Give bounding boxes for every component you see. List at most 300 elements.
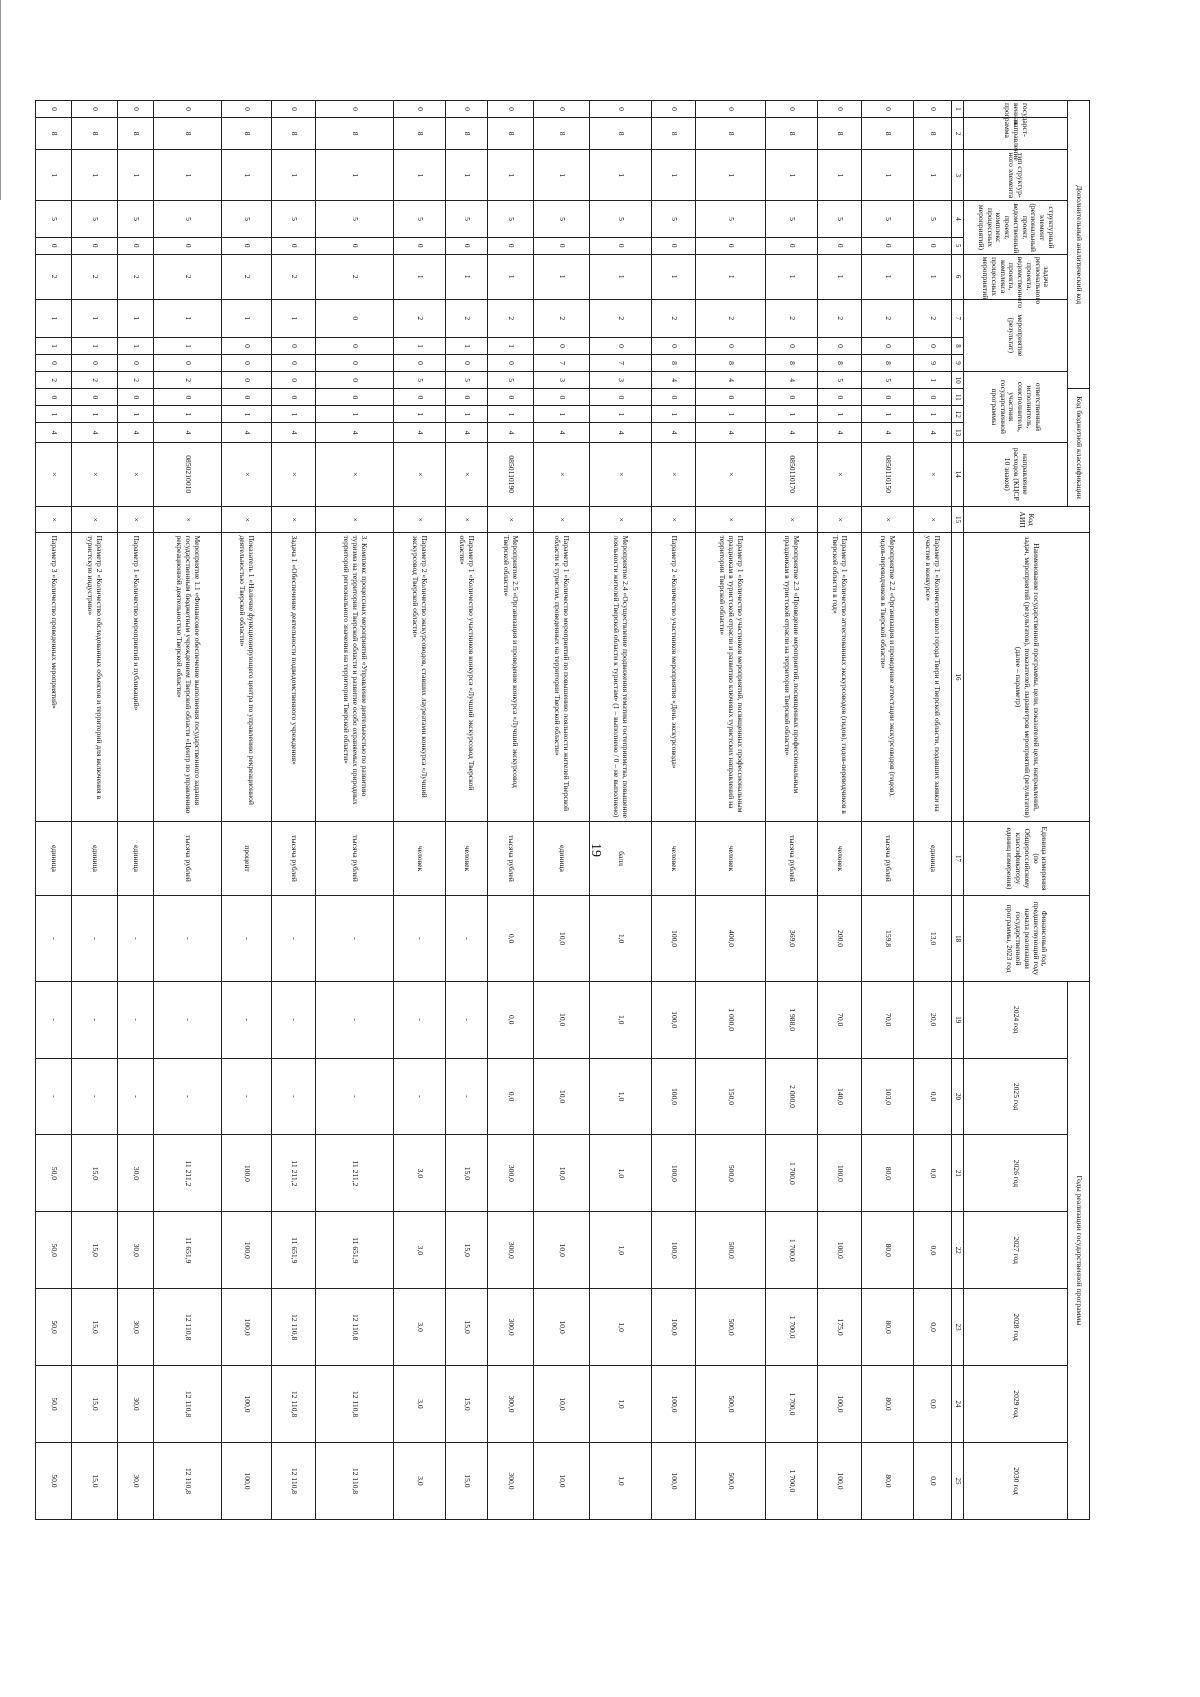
year-value-cell: 500,0	[696, 1366, 766, 1443]
table-row	[696, 101, 766, 1520]
code-cell: 1	[534, 406, 590, 423]
year-value-cell: 100,0	[222, 1135, 272, 1212]
code-cell: 8	[488, 118, 534, 150]
code-cell: 8	[534, 118, 590, 150]
column-number: 17	[952, 821, 964, 896]
year-value-cell: 103,0	[862, 1058, 914, 1135]
code-cell: 0	[766, 389, 818, 406]
code-cell: 0	[914, 389, 952, 406]
year-value-cell: 0,0	[488, 1058, 534, 1135]
year-value-cell: 1,0	[590, 1289, 652, 1366]
item-name-cell: Мероприятие 2.4 «Осуществление продвижения тематики гостеприимства, повышение лояльности жителей Тверской области к туристам» (1 – выполнено / 0 – не выполнено)	[590, 533, 652, 821]
header-executor: ответственный исполнитель, соисполнитель, участник государственной программы	[964, 372, 1068, 443]
code-cell: 0	[316, 372, 394, 389]
code-cell: 1	[488, 254, 534, 299]
code-cell: 2	[394, 299, 446, 337]
year-value-cell: 50,0	[36, 1135, 72, 1212]
header-additional-code: Дополнительный аналитический код	[1068, 101, 1090, 389]
column-number: 1	[952, 101, 964, 118]
code-cell: 1	[590, 150, 652, 201]
code-cell: 1	[154, 299, 222, 337]
year-value-cell: 3,0	[394, 1135, 446, 1212]
code-cell: 1	[394, 254, 446, 299]
column-number: 19	[952, 981, 964, 1058]
year-value-cell: 1 988,0	[766, 981, 818, 1058]
code-cell: 0	[696, 337, 766, 354]
code-cell: 1	[72, 150, 118, 201]
unit-cell: единица	[914, 821, 952, 896]
code-cell: 2	[446, 299, 488, 337]
column-number: 21	[952, 1135, 964, 1212]
base-year-cell: 10,0	[534, 896, 590, 981]
code-cell: 0	[652, 337, 696, 354]
year-value-cell: 100,0	[818, 1135, 862, 1212]
code-cell: 5	[534, 201, 590, 237]
year-value-cell: 100,0	[222, 1212, 272, 1289]
year-value-cell: 300,0	[488, 1366, 534, 1443]
year-value-cell: 140,0	[818, 1058, 862, 1135]
year-value-cell: 15,0	[446, 1442, 488, 1519]
base-year-cell: 1,0	[590, 896, 652, 981]
header-expense: направление расходов (КЦСР 10 знаков)	[964, 442, 1068, 506]
year-value-cell: 100,0	[818, 1212, 862, 1289]
code-cell: 0	[766, 101, 818, 118]
code-cell: 1	[818, 150, 862, 201]
code-cell: 1	[118, 150, 154, 201]
table-row	[652, 101, 696, 1520]
year-value-cell: 50,0	[36, 1442, 72, 1519]
code-cell: 1	[914, 372, 952, 389]
code-cell: 8	[446, 118, 488, 150]
unit-cell: человек	[394, 821, 446, 896]
year-value-cell: 80,0	[862, 1289, 914, 1366]
year-value-cell: 100,0	[818, 1366, 862, 1443]
item-name-cell: Параметр 1 «Количество мероприятий по повышению лояльности жителей Тверской области к туристам, проведенных на территории Тверской области»	[534, 533, 590, 821]
header-years-group: Годы реализации государственной программы	[1068, 981, 1090, 1519]
year-value-cell: 1 700,0	[766, 1289, 818, 1366]
item-name-cell: Мероприятие 1.1 «Финансовое обеспечение выполнения государственного задания государственным бюджетным учреждением Тверской области «Центр по управлению рекреационной деятельностью Тверской области»	[154, 533, 222, 821]
year-value-cell: 0,0	[914, 1366, 952, 1443]
code-cell: 0	[534, 237, 590, 254]
code-cell: 0	[394, 237, 446, 254]
code-cell: 4	[118, 423, 154, 442]
code-cell: 2	[862, 299, 914, 337]
code-cell: 8	[696, 355, 766, 372]
expense-code-cell: ×	[72, 442, 118, 506]
item-name-cell: Параметр 1 «Количество участников мероприятий, посвященных профессиональным праздникам в туристской отрасли и развитию ключевых туристских направлений на территории Тверской области»	[696, 533, 766, 821]
code-cell: 0	[590, 389, 652, 406]
code-cell: 1	[488, 406, 534, 423]
base-year-cell: -	[272, 896, 316, 981]
unit-cell: единица	[534, 821, 590, 896]
year-value-cell: 100,0	[818, 1442, 862, 1519]
year-value-cell: 11 211,2	[154, 1135, 222, 1212]
aip-code-cell: ×	[590, 506, 652, 533]
table-row	[534, 101, 590, 1520]
column-number: 18	[952, 896, 964, 981]
year-value-cell: 10,0	[534, 1442, 590, 1519]
code-cell: 0	[652, 237, 696, 254]
table-row	[914, 101, 952, 1520]
year-value-cell: 15,0	[446, 1212, 488, 1289]
code-cell: 2	[818, 299, 862, 337]
unit-cell: тысяча рублей	[272, 821, 316, 896]
year-value-cell: 80,0	[862, 1366, 914, 1443]
code-cell: 1	[222, 150, 272, 201]
year-value-cell: 30,0	[118, 1289, 154, 1366]
base-year-cell: -	[36, 896, 72, 981]
code-cell: 8	[394, 118, 446, 150]
code-cell: 0	[272, 355, 316, 372]
year-value-cell: 0,0	[914, 1289, 952, 1366]
code-cell: 8	[72, 118, 118, 150]
code-cell: 1	[222, 406, 272, 423]
code-cell: 5	[766, 201, 818, 237]
code-cell: 1	[272, 299, 316, 337]
base-year-cell: 0,0	[488, 896, 534, 981]
header-budget-code: Код бюджетной классификации	[1068, 389, 1090, 506]
code-cell: 0	[914, 237, 952, 254]
code-cell: 5	[446, 201, 488, 237]
code-cell: 0	[36, 389, 72, 406]
year-value-cell: 10,0	[534, 1289, 590, 1366]
year-value-cell: 500,0	[696, 1442, 766, 1519]
code-cell: 1	[766, 406, 818, 423]
code-cell: 4	[72, 423, 118, 442]
code-cell: 4	[534, 423, 590, 442]
expense-code-cell: ×	[272, 442, 316, 506]
item-name-cell: Параметр 1 «Количество мероприятий и публикаций»	[118, 533, 154, 821]
year-value-cell: 300,0	[488, 1212, 534, 1289]
header-year-2026: 2026 год	[964, 1135, 1068, 1212]
code-cell: 0	[154, 101, 222, 118]
column-number: 14	[952, 442, 964, 506]
code-cell: 8	[272, 118, 316, 150]
header-year-2030: 2030 год	[964, 1442, 1068, 1519]
year-value-cell: 1,0	[590, 1135, 652, 1212]
year-value-cell: 3,0	[394, 1366, 446, 1443]
code-cell: 1	[446, 150, 488, 201]
table-row	[272, 101, 316, 1520]
code-cell: 1	[446, 337, 488, 354]
code-cell: 1	[118, 406, 154, 423]
code-cell: 3	[534, 372, 590, 389]
item-name-cell: Задача 1 «Обеспечение деятельности подведомственного учреждения»	[272, 533, 316, 821]
column-numbers-row	[952, 101, 964, 1520]
code-cell: 8	[696, 118, 766, 150]
code-cell: 1	[72, 337, 118, 354]
code-cell: 1	[36, 150, 72, 201]
item-name-cell: 3. Комплекс процессных мероприятий «Управление деятельностью по развитию туризма на территории Тверской области и развитие особо охраняемых природных территорий регионального значения на территории Тверской области»	[316, 533, 394, 821]
base-year-cell: 400,0	[696, 896, 766, 981]
code-cell: 1	[488, 337, 534, 354]
year-value-cell: 500,0	[696, 1212, 766, 1289]
unit-cell: тысяча рублей	[154, 821, 222, 896]
code-cell: 1	[914, 406, 952, 423]
code-cell: 1	[316, 150, 394, 201]
header-aip-code: Код АИП	[964, 506, 1090, 533]
table-row	[818, 101, 862, 1520]
code-cell: 1	[534, 254, 590, 299]
header-direction: направление	[964, 118, 1068, 150]
code-cell: 1	[534, 150, 590, 201]
column-number: 24	[952, 1366, 964, 1443]
code-cell: 1	[154, 406, 222, 423]
base-year-cell: 159,8	[862, 896, 914, 981]
column-number: 9	[952, 355, 964, 372]
column-number: 8	[952, 337, 964, 354]
code-cell: 0	[534, 337, 590, 354]
code-cell: 0	[394, 101, 446, 118]
item-name-cell: Показатель 1 «Наличие функционирующего центра по управлению рекреационной деятельностью Тверской области»	[222, 533, 272, 821]
code-cell: 2	[118, 372, 154, 389]
item-name-cell: Параметр 1 «Количество школ города Твери и Тверской области, подавших заявки на участие в конкурсе»	[914, 533, 952, 821]
year-value-cell: 12 110,8	[272, 1442, 316, 1519]
code-cell: 9	[914, 355, 952, 372]
unit-cell: человек	[818, 821, 862, 896]
unit-cell: единица	[118, 821, 154, 896]
code-cell: 1	[862, 150, 914, 201]
code-cell: 4	[36, 423, 72, 442]
code-cell: 5	[272, 201, 316, 237]
code-cell: 5	[818, 201, 862, 237]
year-value-cell: 70,0	[818, 981, 862, 1058]
scan-edge	[0, 0, 7, 200]
code-cell: 0	[696, 237, 766, 254]
code-cell: 0	[272, 337, 316, 354]
code-cell: 0	[272, 372, 316, 389]
code-cell: 0	[696, 389, 766, 406]
column-number: 2	[952, 118, 964, 150]
expense-code-cell: ×	[222, 442, 272, 506]
table-row	[394, 101, 446, 1520]
code-cell: 4	[394, 423, 446, 442]
column-number: 22	[952, 1212, 964, 1289]
year-value-cell: 50,0	[36, 1366, 72, 1443]
code-cell: 1	[766, 150, 818, 201]
code-cell: 1	[696, 150, 766, 201]
year-value-cell: 100,0	[222, 1442, 272, 1519]
column-number: 7	[952, 299, 964, 337]
code-cell: 8	[36, 118, 72, 150]
unit-cell: человек	[446, 821, 488, 896]
code-cell: 0	[652, 101, 696, 118]
item-name-cell: Параметр 1 «Количество аттестованных экскурсоводов (гидов), гидов-переводчиков в Тверской области в год»	[818, 533, 862, 821]
code-cell: 8	[862, 355, 914, 372]
code-cell: 0	[446, 355, 488, 372]
unit-cell: единица	[36, 821, 72, 896]
code-cell: 8	[766, 118, 818, 150]
code-cell: 1	[696, 406, 766, 423]
header-year-2025: 2025 год	[964, 1058, 1068, 1135]
code-cell: 5	[862, 372, 914, 389]
table-row	[222, 101, 272, 1520]
year-value-cell: 100,0	[652, 1135, 696, 1212]
year-value-cell: 0,0	[488, 981, 534, 1058]
year-value-cell: 12 110,8	[272, 1289, 316, 1366]
table-row	[590, 101, 652, 1520]
base-year-cell: 200,0	[818, 896, 862, 981]
year-value-cell: 100,0	[652, 1366, 696, 1443]
code-cell: 5	[222, 201, 272, 237]
base-year-cell: 100,0	[652, 896, 696, 981]
code-cell: 5	[488, 372, 534, 389]
code-cell: 5	[72, 201, 118, 237]
code-cell: 2	[534, 299, 590, 337]
year-value-cell: 1,0	[590, 1366, 652, 1443]
header-year-2027: 2027 год	[964, 1212, 1068, 1289]
code-cell: 0	[72, 389, 118, 406]
year-value-cell: 0,0	[914, 1442, 952, 1519]
code-cell: 8	[652, 355, 696, 372]
year-value-cell: 80,0	[862, 1212, 914, 1289]
year-value-cell: 15,0	[72, 1289, 118, 1366]
year-value-cell: 1 700,0	[766, 1212, 818, 1289]
header-year-2024: 2024 год	[964, 981, 1068, 1058]
code-cell: 2	[36, 254, 72, 299]
year-value-cell: 300,0	[488, 1289, 534, 1366]
code-cell: 4	[652, 372, 696, 389]
code-cell: 1	[446, 254, 488, 299]
year-value-cell: 15,0	[446, 1366, 488, 1443]
base-year-cell: -	[222, 896, 272, 981]
table-header	[964, 101, 1090, 1520]
year-value-cell: 500,0	[696, 1289, 766, 1366]
code-cell: 1	[862, 406, 914, 423]
code-cell: 1	[652, 150, 696, 201]
item-name-cell: Параметр 3 «Количество проведенных мероприятий»	[36, 533, 72, 821]
code-cell: 5	[652, 201, 696, 237]
code-cell: 2	[118, 254, 154, 299]
expense-code-cell: ×	[118, 442, 154, 506]
code-cell: 2	[914, 299, 952, 337]
code-cell: 2	[316, 254, 394, 299]
year-value-cell: 1,0	[590, 1212, 652, 1289]
code-cell: 4	[272, 423, 316, 442]
code-cell: 5	[316, 201, 394, 237]
code-cell: 0	[118, 237, 154, 254]
aip-code-cell: ×	[488, 506, 534, 533]
code-cell: 0	[316, 299, 394, 337]
code-cell: 4	[696, 372, 766, 389]
code-cell: 2	[222, 254, 272, 299]
code-cell: 0	[488, 101, 534, 118]
unit-cell: тысяча рублей	[316, 821, 394, 896]
code-cell: 0	[818, 237, 862, 254]
code-cell: 8	[222, 118, 272, 150]
code-cell: 0	[118, 355, 154, 372]
expense-code-cell: ×	[652, 442, 696, 506]
code-cell: 0	[818, 101, 862, 118]
code-cell: 1	[590, 254, 652, 299]
code-cell: 2	[154, 372, 222, 389]
aip-code-cell: ×	[862, 506, 914, 533]
header-struct-type: тип структур-ного элемента	[964, 150, 1068, 201]
code-cell: 1	[394, 406, 446, 423]
year-value-cell: 50,0	[36, 1212, 72, 1289]
code-cell: 0	[696, 101, 766, 118]
code-cell: 0	[862, 101, 914, 118]
year-value-cell: -	[72, 1058, 118, 1135]
year-value-cell: 1,0	[590, 1442, 652, 1519]
year-value-cell: -	[154, 1058, 222, 1135]
year-value-cell: 3,0	[394, 1212, 446, 1289]
header-name: Наименование государственной программы, цели, показателей цели, направлений, задач, мероприятий (результатов), показателей, параметров мероприятий (результатов) (далее – параметр)	[964, 533, 1090, 821]
base-year-cell: -	[72, 896, 118, 981]
code-cell: 1	[118, 299, 154, 337]
year-value-cell: 175,0	[818, 1289, 862, 1366]
code-cell: 8	[766, 355, 818, 372]
code-cell: 0	[222, 337, 272, 354]
code-cell: 4	[446, 423, 488, 442]
code-cell: 0	[316, 355, 394, 372]
year-value-cell: -	[222, 981, 272, 1058]
code-cell: 0	[72, 101, 118, 118]
code-cell: 8	[652, 118, 696, 150]
year-value-cell: 80,0	[862, 1135, 914, 1212]
code-cell: 0	[36, 355, 72, 372]
base-year-cell: -	[316, 896, 394, 981]
code-cell: 0	[316, 101, 394, 118]
code-cell: 1	[36, 337, 72, 354]
code-cell: 5	[118, 201, 154, 237]
code-cell: 0	[222, 372, 272, 389]
code-cell: 1	[316, 406, 394, 423]
code-cell: 1	[818, 254, 862, 299]
aip-code-cell: ×	[652, 506, 696, 533]
code-cell: 2	[36, 372, 72, 389]
code-cell: 8	[316, 118, 394, 150]
year-value-cell: -	[272, 1058, 316, 1135]
year-value-cell: 300,0	[488, 1135, 534, 1212]
code-cell: 4	[766, 372, 818, 389]
year-value-cell: 1,0	[590, 981, 652, 1058]
code-cell: 0	[862, 337, 914, 354]
aip-code-cell: ×	[766, 506, 818, 533]
header-year-2029: 2029 год	[964, 1366, 1068, 1443]
code-cell: 0	[36, 101, 72, 118]
year-value-cell: -	[394, 1058, 446, 1135]
code-cell: 8	[154, 118, 222, 150]
code-cell: 0	[222, 355, 272, 372]
unit-cell: человек	[652, 821, 696, 896]
code-cell: 0	[914, 101, 952, 118]
column-number: 10	[952, 372, 964, 389]
code-cell: 0	[36, 237, 72, 254]
year-value-cell: 10,0	[534, 1058, 590, 1135]
code-cell: 0	[488, 237, 534, 254]
code-cell: 0	[446, 389, 488, 406]
year-value-cell: 1 000,0	[696, 981, 766, 1058]
unit-cell: тысяча рублей	[862, 821, 914, 896]
code-cell: 0	[488, 355, 534, 372]
year-value-cell: -	[36, 981, 72, 1058]
base-year-cell: -	[154, 896, 222, 981]
year-value-cell: 10,0	[534, 1212, 590, 1289]
year-value-cell: -	[72, 981, 118, 1058]
item-name-cell: Мероприятие 2.2 «Организация и проведение аттестации экскурсоводов (гидов), гидов-переводчиков в Тверской области»	[862, 533, 914, 821]
year-value-cell: 1 700,0	[766, 1135, 818, 1212]
code-cell: 0	[154, 389, 222, 406]
column-number: 20	[952, 1058, 964, 1135]
code-cell: 0	[590, 237, 652, 254]
code-cell: 1	[394, 150, 446, 201]
aip-code-cell: ×	[36, 506, 72, 533]
item-name-cell: Мероприятие 2.3 «Проведение мероприятий, посвященных профессиональным праздникам в туристской отрасли на территории Тверской области»	[766, 533, 818, 821]
year-value-cell: 3,0	[394, 1289, 446, 1366]
code-cell: 5	[488, 201, 534, 237]
code-cell: 8	[914, 118, 952, 150]
